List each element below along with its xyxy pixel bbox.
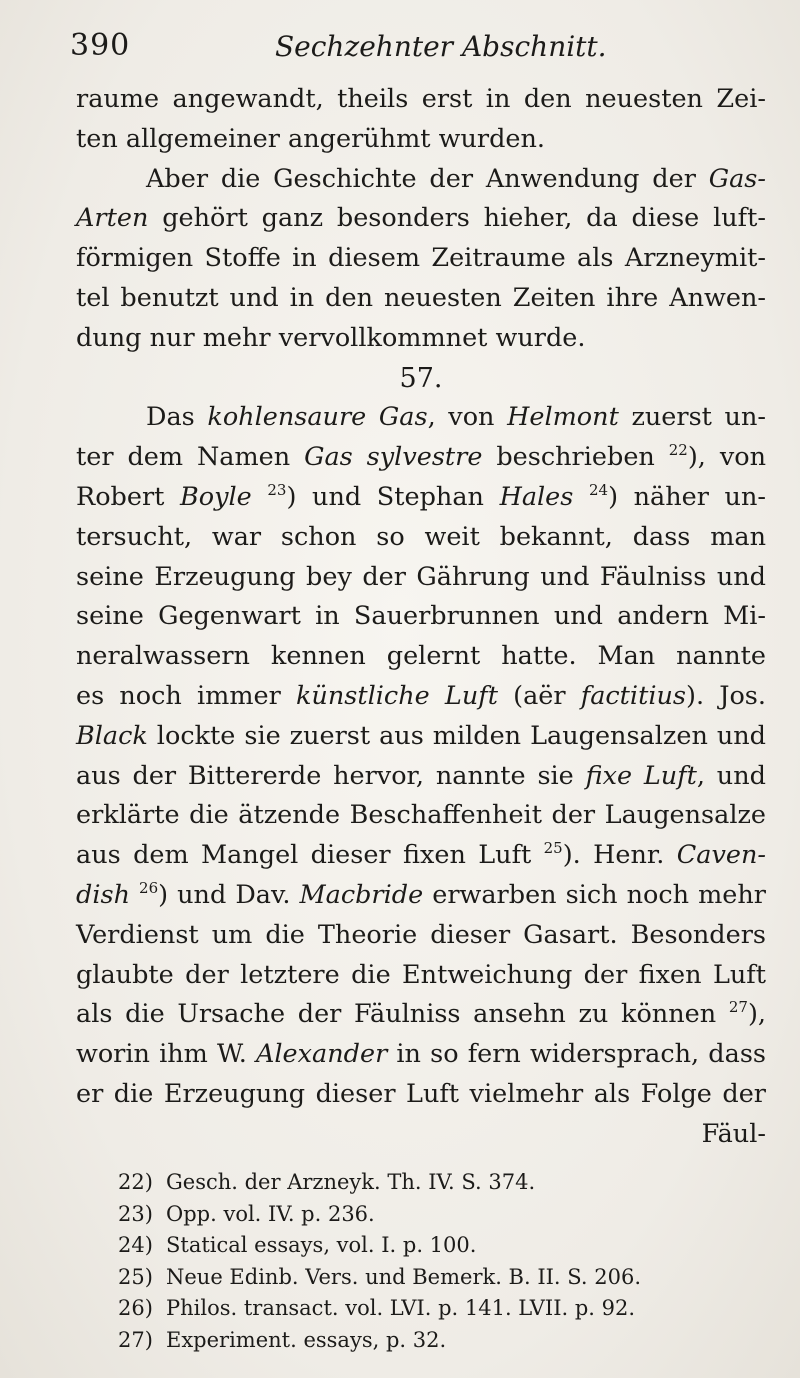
text-line: tersucht, war schon so weit bekannt, dass man [76, 521, 766, 552]
footnote: 25) Neue Edinb. Vers. und Bemerk. B. II. S. 206. [118, 1264, 642, 1289]
text-line: erklärte die ätzende Beschaffenheit der Laugensalze [76, 800, 766, 831]
text-line: aus dem Mangel dieser fixen Luft $^{25}$). Henr. Caven- [76, 839, 766, 871]
text-line: er die Erzeugung dieser Luft vielmehr als Folge der [76, 1078, 766, 1109]
footnote: 27) Experiment. essays, p. 32. [118, 1327, 447, 1352]
text-line: ten allgemeiner angerühmt wurden. [76, 123, 546, 154]
main-text [76, 80, 766, 1155]
footnote-ref: 24 [588, 480, 609, 499]
text-line: aus der Bittererde hervor, nannte sie fixe Luft, und [76, 760, 766, 791]
text-line: worin ihm W. Alexander in so fern widersprach, dass [76, 1039, 766, 1070]
text-line: dung nur mehr vervollkommnet wurde. [76, 322, 586, 353]
footnote-ref: 26 [139, 878, 159, 897]
text-line: Arten gehört ganz besonders hieher, da diese luft- [76, 203, 766, 234]
text-line: ter dem Namen Gas sylvestre beschrieben $^{22}$), von [76, 441, 766, 473]
page-header [70, 22, 770, 72]
footnote: 26) Philos. transact. vol. LVI. p. 141. LVII. p. 92. [118, 1296, 636, 1320]
text-line: dish $^{26}$) und Dav. Macbride erwarben sich noch mehr [76, 878, 766, 910]
footnote: 22) Gesch. der Arzneyk. Th. IV. S. 374. [118, 1170, 536, 1194]
text-line: förmigen Stoffe in diesem Zeitraume als Arzneymit- [76, 243, 766, 274]
text-line: Das kohlensaure Gas, von Helmont zuerst un- [146, 402, 767, 433]
text-line: seine Gegenwart in Sauerbrunnen und andern Mi- [76, 601, 766, 632]
footnote: 24) Statical essays, vol. I. p. 100. [118, 1233, 477, 1257]
section-number: 57. [399, 362, 443, 394]
footnote-ref: 25 [543, 839, 563, 858]
text-line: neralwassern kennen gelernt hatte. Man nannte [76, 641, 766, 672]
running-title: Sechzehnter Abschnitt. [275, 30, 607, 63]
text-line: es noch immer künstliche Luft (aër factitius). Jos. [76, 680, 766, 711]
text-line: Aber die Geschichte der Anwendung der Gas- [146, 163, 766, 194]
text-line: als die Ursache der Fäulniss ansehn zu können $^{27}$), [76, 998, 766, 1030]
text-line: Verdienst um die Theorie dieser Gasart. Besonders [76, 919, 766, 950]
footnote-ref: 22 [668, 441, 688, 460]
catchword: Fäul- [701, 1118, 766, 1149]
text-line: tel benutzt und in den neuesten Zeiten ihre Anwen- [76, 282, 766, 313]
text-line: Robert Boyle $^{23}$) und Stephan Hales $^{24}$) näher un- [76, 480, 767, 512]
text-line: seine Erzeugung bey der Gährung und Fäulniss und [76, 561, 766, 592]
footnote-ref: 23 [267, 480, 287, 499]
footnotes [118, 1167, 758, 1356]
footnote-ref: 27 [728, 998, 748, 1017]
footnote: 23) Opp. vol. IV. p. 236. [118, 1201, 375, 1226]
text-line: Black lockte sie zuerst aus milden Laugensalzen und [76, 720, 766, 751]
page-number: 390 [70, 28, 131, 63]
text-line: raume angewandt, theils erst in den neuesten Zei- [76, 84, 766, 114]
text-line: glaubte der letztere die Entweichung der fixen Luft [76, 959, 766, 990]
